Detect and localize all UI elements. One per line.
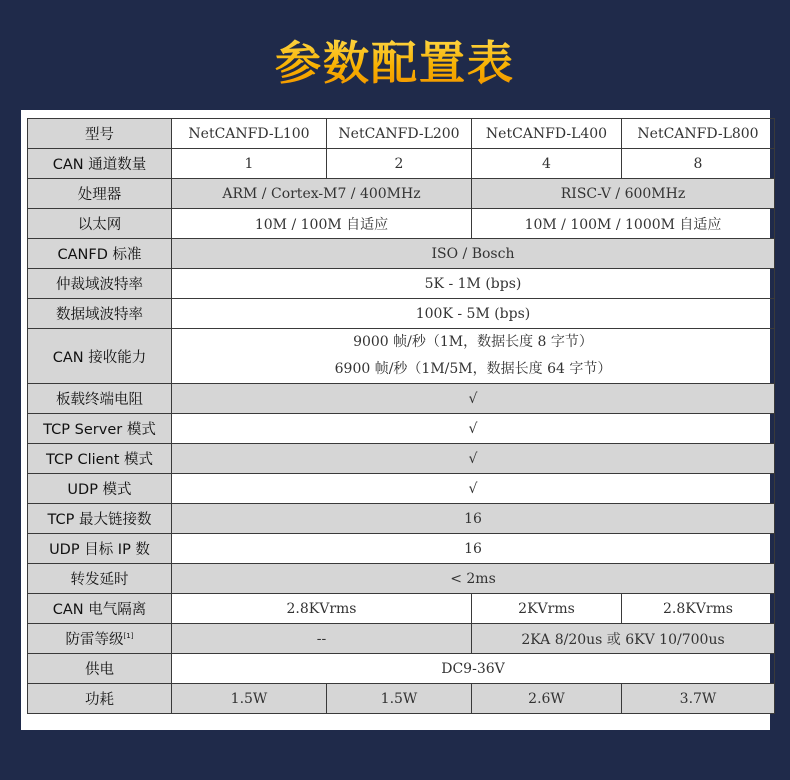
table-row xyxy=(28,299,775,329)
row-label-tcp-client: TCP Client 模式 xyxy=(28,444,172,474)
footnote-marker: [1] xyxy=(123,632,134,641)
table-row xyxy=(28,444,775,474)
row-label-can-channels: CAN 通道数量 xyxy=(28,149,172,179)
model-name: NetCANFD-L400 xyxy=(472,119,622,149)
table-cell: 8 xyxy=(622,149,775,179)
table-cell: 100K - 5M (bps) xyxy=(172,299,775,329)
row-label-tcp-server: TCP Server 模式 xyxy=(28,414,172,444)
table-cell: 10M / 100M / 1000M 自适应 xyxy=(472,209,775,239)
table-row xyxy=(28,119,775,149)
model-name: NetCANFD-L200 xyxy=(327,119,472,149)
page-title: 参数配置表 xyxy=(0,28,790,98)
table-cell: 2.8KVrms xyxy=(172,594,472,624)
row-label-can-receive: CAN 接收能力 xyxy=(28,329,172,384)
table-row xyxy=(28,654,775,684)
table-row xyxy=(28,209,775,239)
table-row xyxy=(28,149,775,179)
model-name: NetCANFD-L800 xyxy=(622,119,775,149)
row-label-data-baud: 数据域波特率 xyxy=(28,299,172,329)
row-label-canfd-standard: CANFD 标准 xyxy=(28,239,172,269)
row-label-tcp-max-links: TCP 最大链接数 xyxy=(28,504,172,534)
table-cell: 2 xyxy=(327,149,472,179)
table-cell: ARM / Cortex-M7 / 400MHz xyxy=(172,179,472,209)
table-cell: 2KA 8/20us 或 6KV 10/700us xyxy=(472,624,775,654)
table-row xyxy=(28,269,775,299)
spec-table xyxy=(27,118,775,714)
table-row xyxy=(28,384,775,414)
table-cell: 2KVrms xyxy=(472,594,622,624)
table-row xyxy=(28,414,775,444)
table-cell: 1.5W xyxy=(327,684,472,714)
table-row xyxy=(28,239,775,269)
spec-table-panel xyxy=(21,110,770,730)
table-row xyxy=(28,564,775,594)
row-label-termination: 板载终端电阻 xyxy=(28,384,172,414)
table-cell: RISC-V / 600MHz xyxy=(472,179,775,209)
table-cell: 5K - 1M (bps) xyxy=(172,269,775,299)
table-cell: 16 xyxy=(172,504,775,534)
table-cell: 16 xyxy=(172,534,775,564)
table-cell: 3.7W xyxy=(622,684,775,714)
check-mark: √ xyxy=(172,474,775,504)
row-label-udp-mode: UDP 模式 xyxy=(28,474,172,504)
can-receive-line: 6900 帧/秒（1M/5M，数据长度 64 字节） xyxy=(334,361,612,377)
row-label-processor: 处理器 xyxy=(28,179,172,209)
table-cell: ISO / Bosch xyxy=(172,239,775,269)
check-mark: √ xyxy=(172,444,775,474)
row-label-power-supply: 供电 xyxy=(28,654,172,684)
row-label-model: 型号 xyxy=(28,119,172,149)
row-label-udp-target-ip: UDP 目标 IP 数 xyxy=(28,534,172,564)
table-cell xyxy=(172,329,775,384)
table-row xyxy=(28,594,775,624)
table-cell: 10M / 100M 自适应 xyxy=(172,209,472,239)
table-cell: 2.8KVrms xyxy=(622,594,775,624)
row-label-protection xyxy=(28,624,172,654)
row-label-ethernet: 以太网 xyxy=(28,209,172,239)
table-row xyxy=(28,179,775,209)
table-cell: 1.5W xyxy=(172,684,327,714)
table-cell: -- xyxy=(172,624,472,654)
table-cell: DC9-36V xyxy=(172,654,775,684)
table-row xyxy=(28,684,775,714)
table-cell: 4 xyxy=(472,149,622,179)
table-cell: < 2ms xyxy=(172,564,775,594)
row-label-power-consumption: 功耗 xyxy=(28,684,172,714)
table-row xyxy=(28,504,775,534)
table-row xyxy=(28,534,775,564)
table-row xyxy=(28,329,775,384)
row-label-arbitration-baud: 仲裁域波特率 xyxy=(28,269,172,299)
protection-label-text: 防雷等级 xyxy=(65,632,124,648)
table-row xyxy=(28,474,775,504)
row-label-forward-delay: 转发延时 xyxy=(28,564,172,594)
check-mark: √ xyxy=(172,384,775,414)
table-row xyxy=(28,624,775,654)
check-mark: √ xyxy=(172,414,775,444)
can-receive-line: 9000 帧/秒（1M，数据长度 8 字节） xyxy=(353,334,593,350)
table-cell: 1 xyxy=(172,149,327,179)
model-name: NetCANFD-L100 xyxy=(172,119,327,149)
table-cell: 2.6W xyxy=(472,684,622,714)
row-label-can-isolation: CAN 电气隔离 xyxy=(28,594,172,624)
